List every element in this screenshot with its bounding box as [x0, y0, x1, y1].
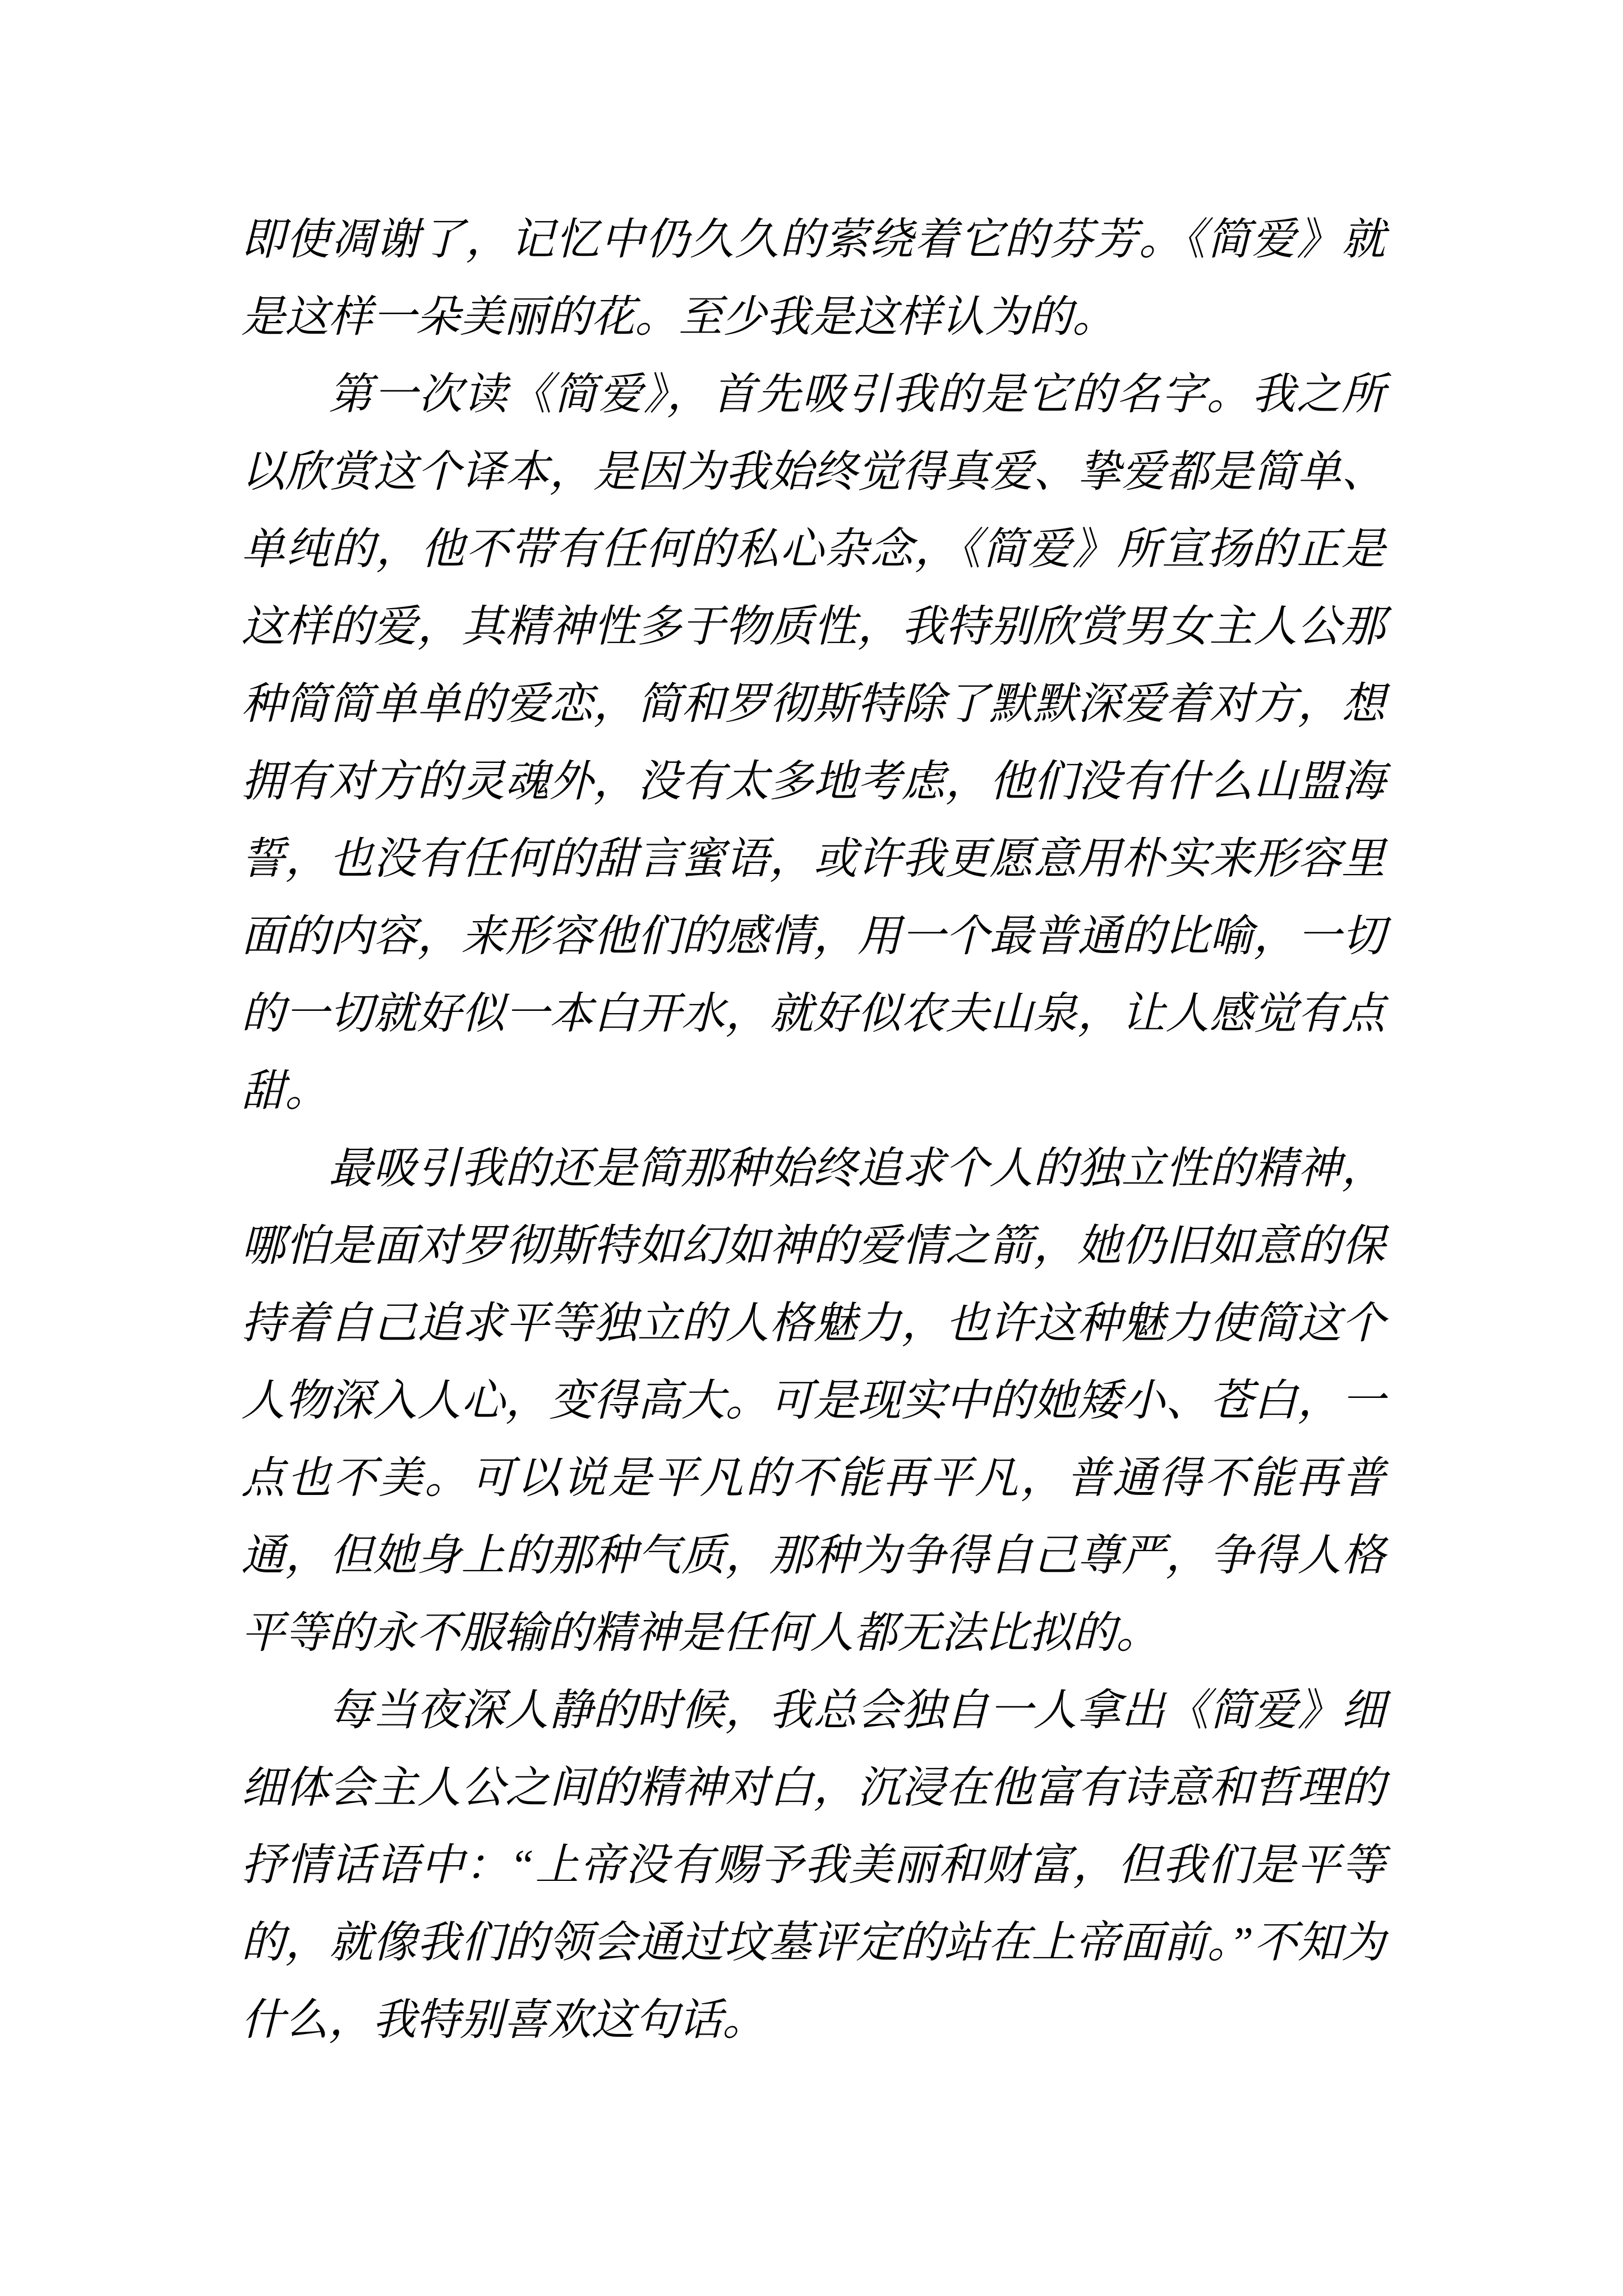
paragraph-1: 即使凋谢了，记忆中仍久久的萦绕着它的芬芳。《简爱》就是这样一朵美丽的花。至少我是这样认为的。 [241, 215, 1385, 341]
paragraph-2: 第一次读《简爱》，首先吸引我的是它的名字。我之所以欣赏这个译本，是因为我始终觉得真爱、挚爱都是简单、单纯的，他不带有任何的私心杂念，《简爱》所宣扬的正是这样的爱，其精神性多于物质性，我特别欣赏男女主人公那种简简单单的爱恋，简和罗彻斯特除了默默深爱着对方，想拥有对方的灵魂外，没有太多地考虑，他们没有什么山盟海誓，也没有任何的甜言蜜语，或许我更愿意用朴实来形容里面的内容，来形容他们的感情，用一个最普通的比喻，一切的一切就好似一本白开水，就好似农夫山泉，让人感觉有点甜。 [241, 370, 1385, 1115]
paragraph-3: 最吸引我的还是简那种始终追求个人的独立性的精神，哪怕是面对罗彻斯特如幻如神的爱情之箭，她仍旧如意的保持着自己追求平等独立的人格魅力，也许这种魅力使简这个人物深入人心，变得高大。可是现实中的她矮小、苍白，一点也不美。可以说是平凡的不能再平凡，普通得不能再普通，但她身上的那种气质，那种为争得自己尊严，争得人格平等的永不服输的精神是任何人都无法比拟的。 [241, 1144, 1385, 1657]
paragraph-4: 每当夜深人静的时候，我总会独自一人拿出《简爱》细细体会主人公之间的精神对白，沉浸在他富有诗意和哲理的抒情话语中：“上帝没有赐予我美丽和财富，但我们是平等的，就像我们的领会通过坟墓评定的站在上帝面前。”不知为什么，我特别喜欢这句话。 [241, 1686, 1385, 2044]
